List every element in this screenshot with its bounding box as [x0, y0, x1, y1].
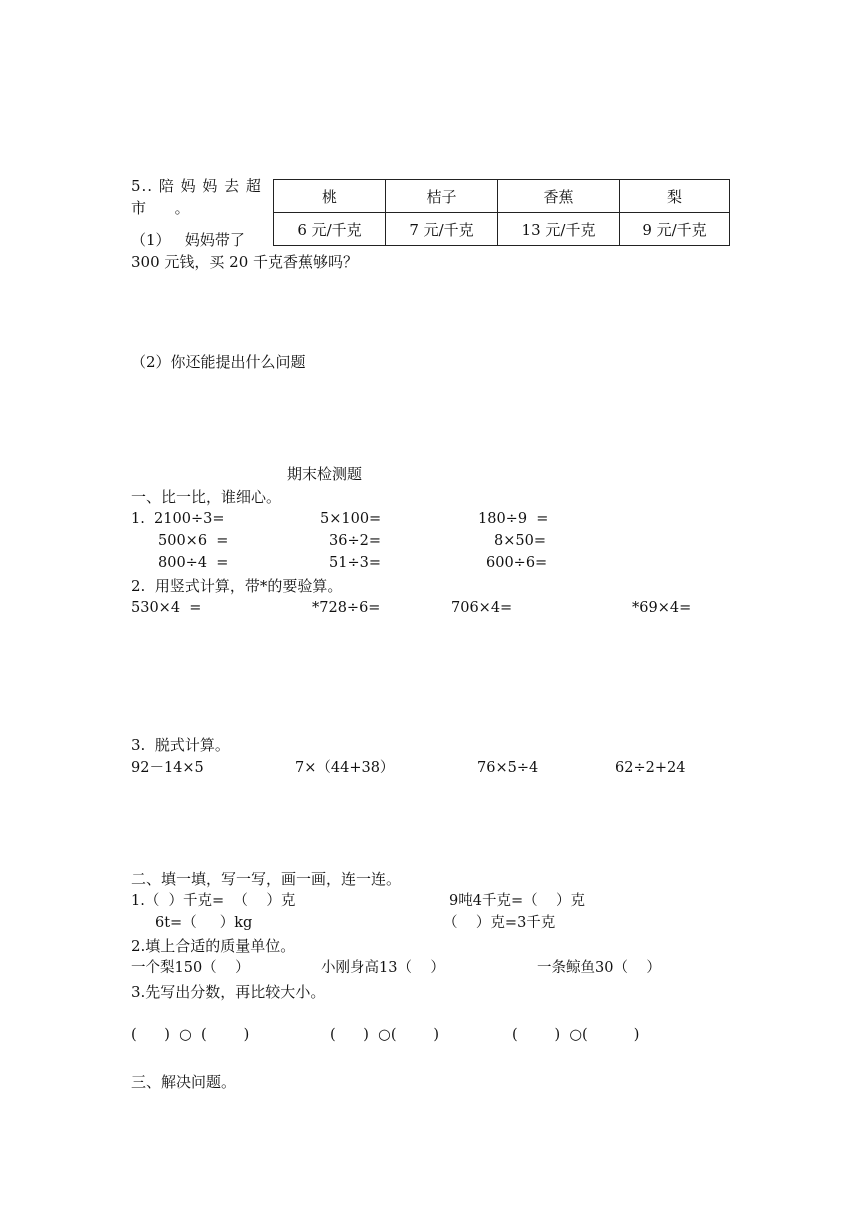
fill-item: 6t=（ ）kg: [155, 915, 253, 931]
price-table-price-row: [274, 213, 730, 246]
calc-item: 51÷3=: [329, 555, 381, 571]
fraction-compare-item: ( ) ○ ( ): [131, 1027, 250, 1043]
price-table-price-cell: 7 元/千克: [386, 213, 498, 246]
exam-title: 期末检测题: [287, 465, 363, 483]
fill-item: 9吨4千克=（ ）克: [449, 893, 586, 909]
vertical-calc-item: 530×4 =: [131, 600, 202, 616]
part2-q3-heading: 3.先写出分数，再比较大小。: [131, 983, 326, 1001]
q5-sub1-line2: 300 元钱，买 20 千克香蕉够吗？: [131, 253, 359, 271]
calc-item: 5×100=: [320, 511, 382, 527]
q5-title-line1: 5.. 陪 妈 妈 去 超: [131, 177, 262, 195]
calc-item: 36÷2=: [329, 533, 381, 549]
price-table-header-cell: 香蕉: [498, 180, 620, 213]
calc-item: 1. 2100÷3=: [131, 511, 225, 527]
calc-item: 600÷6=: [486, 555, 548, 571]
unit-item: 一条鲸鱼30（ ）: [537, 960, 661, 976]
price-table-header-row: [274, 180, 730, 213]
price-table-price-cell: 13 元/千克: [498, 213, 620, 246]
calc-item: 800÷4 =: [158, 555, 229, 571]
price-table-header-cell: 桔子: [386, 180, 498, 213]
unit-item: 小刚身高13（ ）: [321, 960, 445, 976]
part2-q2-heading: 2.填上合适的质量单位。: [131, 937, 296, 955]
calc-item: 500×6 =: [158, 533, 229, 549]
price-table: [273, 179, 730, 246]
fill-item: 1.（ ）千克= （ ）克: [131, 893, 296, 909]
fill-item: （ ）克=3千克: [443, 915, 556, 931]
vertical-calc-item: *728÷6=: [312, 600, 381, 616]
price-table-price-cell: 6 元/千克: [274, 213, 386, 246]
part3-heading: 三、解决问题。: [131, 1073, 237, 1091]
q5-title-line2: 市 。: [131, 199, 190, 217]
part1-heading: 一、比一比，谁细心。: [131, 488, 282, 506]
fraction-compare-item: ( ) ○( ): [330, 1027, 440, 1043]
step-calc-item: 7×（44+38）: [295, 760, 395, 776]
part1-q3-heading: 3. 脱式计算。: [131, 736, 230, 754]
part2-heading: 二、填一填，写一写，画一画，连一连。: [131, 870, 402, 888]
step-calc-item: 76×5÷4: [477, 760, 539, 776]
calc-item: 8×50=: [494, 533, 546, 549]
vertical-calc-item: 706×4=: [451, 600, 513, 616]
price-table-header-cell: 桃: [274, 180, 386, 213]
part1-q2-heading: 2. 用竖式计算，带*的要验算。: [131, 577, 343, 595]
price-table-price-cell: 9 元/千克: [620, 213, 730, 246]
fraction-compare-item: ( ) ○( ): [512, 1027, 640, 1043]
calc-item: 180÷9 =: [478, 511, 549, 527]
price-table-header-cell: 梨: [620, 180, 730, 213]
q5-sub2: （2）你还能提出什么问题: [131, 353, 306, 371]
q5-sub1-line1: （1） 妈妈带了: [131, 231, 245, 249]
step-calc-item: 92－14×5: [131, 760, 204, 776]
vertical-calc-item: *69×4=: [632, 600, 692, 616]
unit-item: 一个梨150（ ）: [131, 960, 250, 976]
step-calc-item: 62÷2+24: [615, 760, 686, 776]
